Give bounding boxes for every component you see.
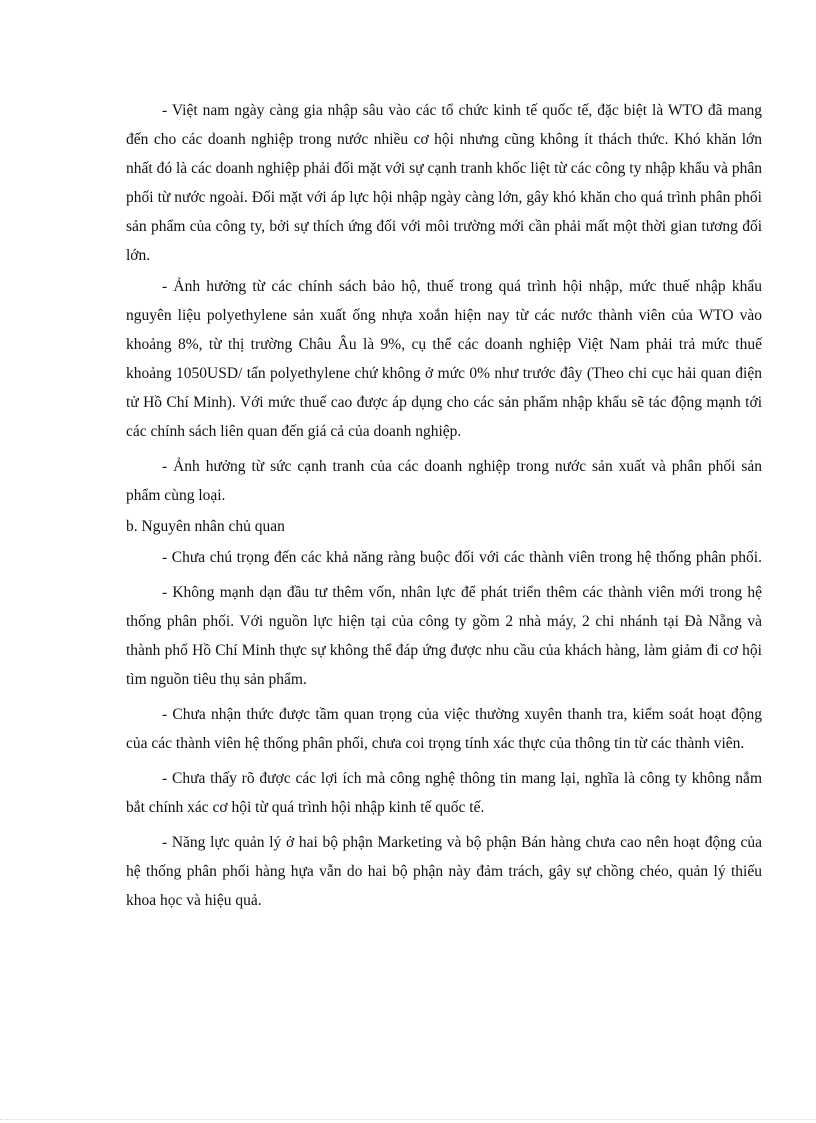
section-heading-subjective-causes: b. Nguyên nhân chủ quan (126, 518, 285, 535)
page-bottom-divider (0, 1119, 816, 1120)
paragraph-member-constraints: - Chưa chú trọng đến các khả năng ràng buộc đối với các thành viên trong hệ thống phân phối. (162, 549, 762, 566)
paragraph-investment: - Không mạnh dạn đầu tư thêm vốn, nhân lực để phát triển thêm các thành viên mới trong hệ thống phân phối. Với nguồn lực hiện tại của công ty gồm 2 nhà máy, 2 chi nhánh tại Đà Nẵng và thành phố Hồ Chí Minh thực sự không thể đáp ứng được nhu cầu của khách hàng, làm giảm đi cơ hội tìm nguồn tiêu thụ sản phẩm. (126, 584, 762, 688)
paragraph-integration-challenges: - Việt nam ngày càng gia nhập sâu vào các tổ chức kinh tế quốc tế, đặc biệt là WTO đã mang đến cho các doanh nghiệp trong nước nhiều cơ hội nhưng cũng không ít thách thức. Khó khăn lớn nhất đó là các doanh nghiệp phải đối mặt với sự cạnh tranh khốc liệt từ các công ty nhập khẩu và phân phối từ nước ngoài. Đối mặt với áp lực hội nhập ngày càng lớn, gây khó khăn cho quá trình phân phối sản phẩm của công ty, bởi sự thích ứng đối với môi trường mới cần phải mất một thời gian tương đối lớn. (126, 102, 762, 264)
document-page (126, 96, 762, 915)
paragraph-tax-policy: - Ảnh hưởng từ các chính sách bảo hộ, thuế trong quá trình hội nhập, mức thuế nhập khẩu nguyên liệu polyethylene sản xuất ống nhựa xoắn hiện nay từ các nước thành viên của WTO vào khoảng 8%, từ thị trường Châu Âu là 9%, cụ thể các doanh nghiệp Việt Nam phải trả mức thuế khoảng 1050USD/ tấn polyethylene chứ không ở mức 0% như trước đây (Theo chi cục hải quan điện tử Hồ Chí Minh). Với mức thuế cao được áp dụng cho các sản phẩm nhập khẩu sẽ tác động mạnh tới các chính sách liên quan đến giá cả của doanh nghiệp. (126, 278, 762, 440)
paragraph-management-capacity: - Năng lực quản lý ở hai bộ phận Marketing và bộ phận Bán hàng chưa cao nên hoạt động của hệ thống phân phối hàng hựa vẫn do hai bộ phận này đảm trách, gây sự chồng chéo, quản lý thiếu khoa học và hiệu quả. (126, 834, 762, 909)
paragraph-information-technology: - Chưa thấy rõ được các lợi ích mà công nghệ thông tin mang lại, nghĩa là công ty không nắm bắt chính xác cơ hội từ quá trình hội nhập kinh tế quốc tế. (126, 770, 762, 816)
paragraph-domestic-competition: - Ảnh hưởng từ sức cạnh tranh của các doanh nghiệp trong nước sản xuất và phân phối sản phẩm cùng loại. (126, 458, 762, 504)
paragraph-inspection: - Chưa nhận thức được tầm quan trọng của việc thường xuyên thanh tra, kiểm soát hoạt động của các thành viên hệ thống phân phối, chưa coi trọng tính xác thực của thông tin từ các thành viên. (126, 706, 762, 752)
